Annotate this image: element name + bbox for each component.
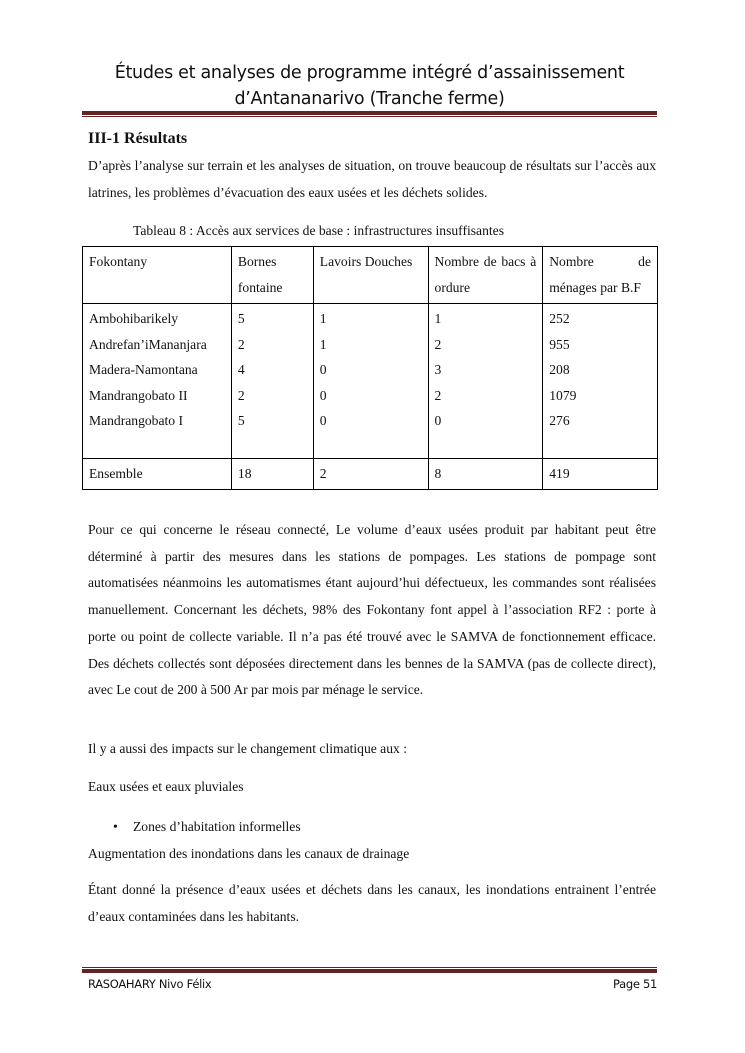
table-header-row	[83, 247, 658, 304]
header-cell: Bornes fontaine	[231, 247, 313, 304]
cell: 2	[237, 387, 245, 403]
header-title-line1: Études et analyses de programme intégré d’assainissement	[114, 63, 625, 83]
bullet-icon: •	[113, 819, 118, 834]
running-header	[82, 60, 657, 112]
cell: 8	[428, 459, 543, 490]
cell: Ambohibarikely	[89, 311, 179, 326]
cell: 252	[549, 311, 570, 326]
cell: 2	[434, 387, 442, 403]
section-heading: III-1 Résultats	[88, 130, 188, 147]
header-cell: Fokontany	[83, 247, 232, 304]
body-paragraph-2: Il y a aussi des impacts sur le changement climatique aux :	[88, 741, 407, 756]
table-total-row	[83, 459, 658, 490]
cell: 1079	[549, 387, 577, 403]
cell: 0	[319, 413, 327, 429]
cell: 5	[237, 311, 245, 326]
cell: 0	[434, 413, 442, 429]
table-body-row	[83, 304, 658, 459]
cell: 276	[549, 413, 570, 429]
cell: 955	[549, 336, 570, 352]
cell: Andrefan’iMananjara	[89, 336, 207, 352]
footer-rule	[82, 969, 657, 973]
cell: 4	[237, 362, 245, 378]
body-paragraph-5: Étant donné la présence d’eaux usées et déchets dans les canaux, les inondations entrainent l’entrée d’eaux contaminées dans les habitants.	[88, 882, 656, 924]
cell: 1	[434, 311, 442, 326]
cell: Mandrangobato II	[89, 387, 188, 403]
cell: 208	[549, 362, 570, 378]
cell: 2	[313, 459, 428, 490]
footer-page-number: Page 51	[612, 977, 657, 991]
cell: 18	[231, 459, 313, 490]
cell: Mandrangobato I	[89, 413, 183, 429]
bullet-item	[113, 819, 301, 835]
body-paragraph-3: Eaux usées et eaux pluviales	[88, 779, 244, 794]
cell: 3	[434, 362, 442, 378]
cell: 2	[434, 336, 442, 352]
bullet-text: Zones d’habitation informelles	[133, 819, 301, 834]
cell: 0	[319, 362, 327, 378]
header-title-line2: d’Antananarivo (Tranche ferme)	[234, 89, 505, 109]
header-cell: Nombre de ménages par B.F	[543, 247, 658, 304]
intro-paragraph: D’après l’analyse sur terrain et les analyses de situation, on trouve beaucoup de résultats sur l’accès aux latrines, les problèmes d’évacuation des eaux usées et les déchets solides.	[88, 158, 656, 200]
cell: 1	[319, 336, 327, 352]
cell: 1	[319, 311, 327, 326]
body-paragraph-4: Augmentation des inondations dans les canaux de drainage	[88, 846, 410, 861]
footer-author: RASOAHARY Nivo Félix	[88, 977, 212, 991]
header-cell: Nombre de bacs à ordure	[428, 247, 543, 304]
cell: Ensemble	[83, 459, 232, 490]
body-paragraph-1: Pour ce qui concerne le réseau connecté, Le volume d’eaux usées produit par habitant peut être déterminé à partir des mesures dans les stations de pompages. Les stations de pompage sont automatisées néanmoins les automatismes étant aujourd’hui défectueux, les commandes sont réalisées manuellement. Concernant les déchets, 98% des Fokontany font appel à l’association RF2 : porte à porte ou point de collecte variable. Il n’a pas été trouvé avec le SAMVA de fonctionnement efficace. Des déchets collectés sont déposées directement dans les bennes de la SAMVA (pas de collecte direct), avec Le cout de 200 à 500 Ar par mois par ménage le service.	[88, 522, 656, 698]
cell: 0	[319, 387, 327, 403]
header-cell: Lavoirs Douches	[313, 247, 428, 304]
cell: Madera-Namontana	[89, 362, 198, 378]
cell: 5	[237, 413, 245, 429]
header-rule-thin	[82, 116, 657, 117]
header-rule	[82, 111, 657, 115]
services-table	[82, 246, 658, 490]
table-caption: Tableau 8 : Accès aux services de base : infrastructures insuffisantes	[133, 223, 504, 238]
cell: 419	[543, 459, 658, 490]
footer-rule-thin	[82, 967, 657, 968]
cell: 2	[237, 336, 245, 352]
